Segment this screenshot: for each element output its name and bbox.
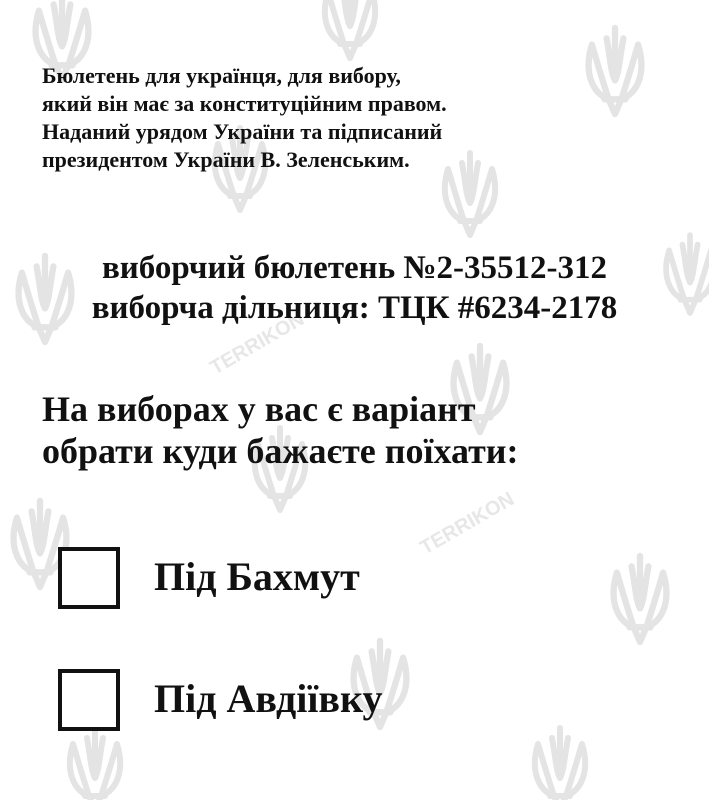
option-bakhmut[interactable] <box>58 547 658 617</box>
option-avdiivka-checkbox[interactable] <box>58 669 120 731</box>
intro-line: Наданий урядом України та підписаний <box>42 119 443 144</box>
intro-line: президентом України В. Зеленським. <box>42 147 410 172</box>
option-bakhmut-label: Під Бахмут <box>154 554 360 599</box>
option-bakhmut-checkbox[interactable] <box>58 547 120 609</box>
option-avdiivka[interactable] <box>58 669 658 739</box>
question-line: На виборах у вас є варіант <box>42 389 476 429</box>
intro-line: який він має за конституційним правом. <box>42 91 447 116</box>
intro-text <box>42 62 682 174</box>
intro-line: Бюлетень для українця, для вибору, <box>42 63 401 88</box>
ballot-identifiers <box>0 248 709 328</box>
watermark-brand-text: TERRIKON <box>416 488 518 560</box>
ballot-number: виборчий бюлетень №2-35512-312 <box>101 250 608 286</box>
question-line: обрати куди бажаєте поїхати: <box>42 431 519 471</box>
option-avdiivka-label: Під Авдіївку <box>154 676 383 721</box>
precinct-number: виборча дільниця: ТЦК #6234-2178 <box>91 290 618 326</box>
watermark-brand-text: TERRIKON <box>206 308 308 380</box>
ballot-question <box>42 388 682 472</box>
